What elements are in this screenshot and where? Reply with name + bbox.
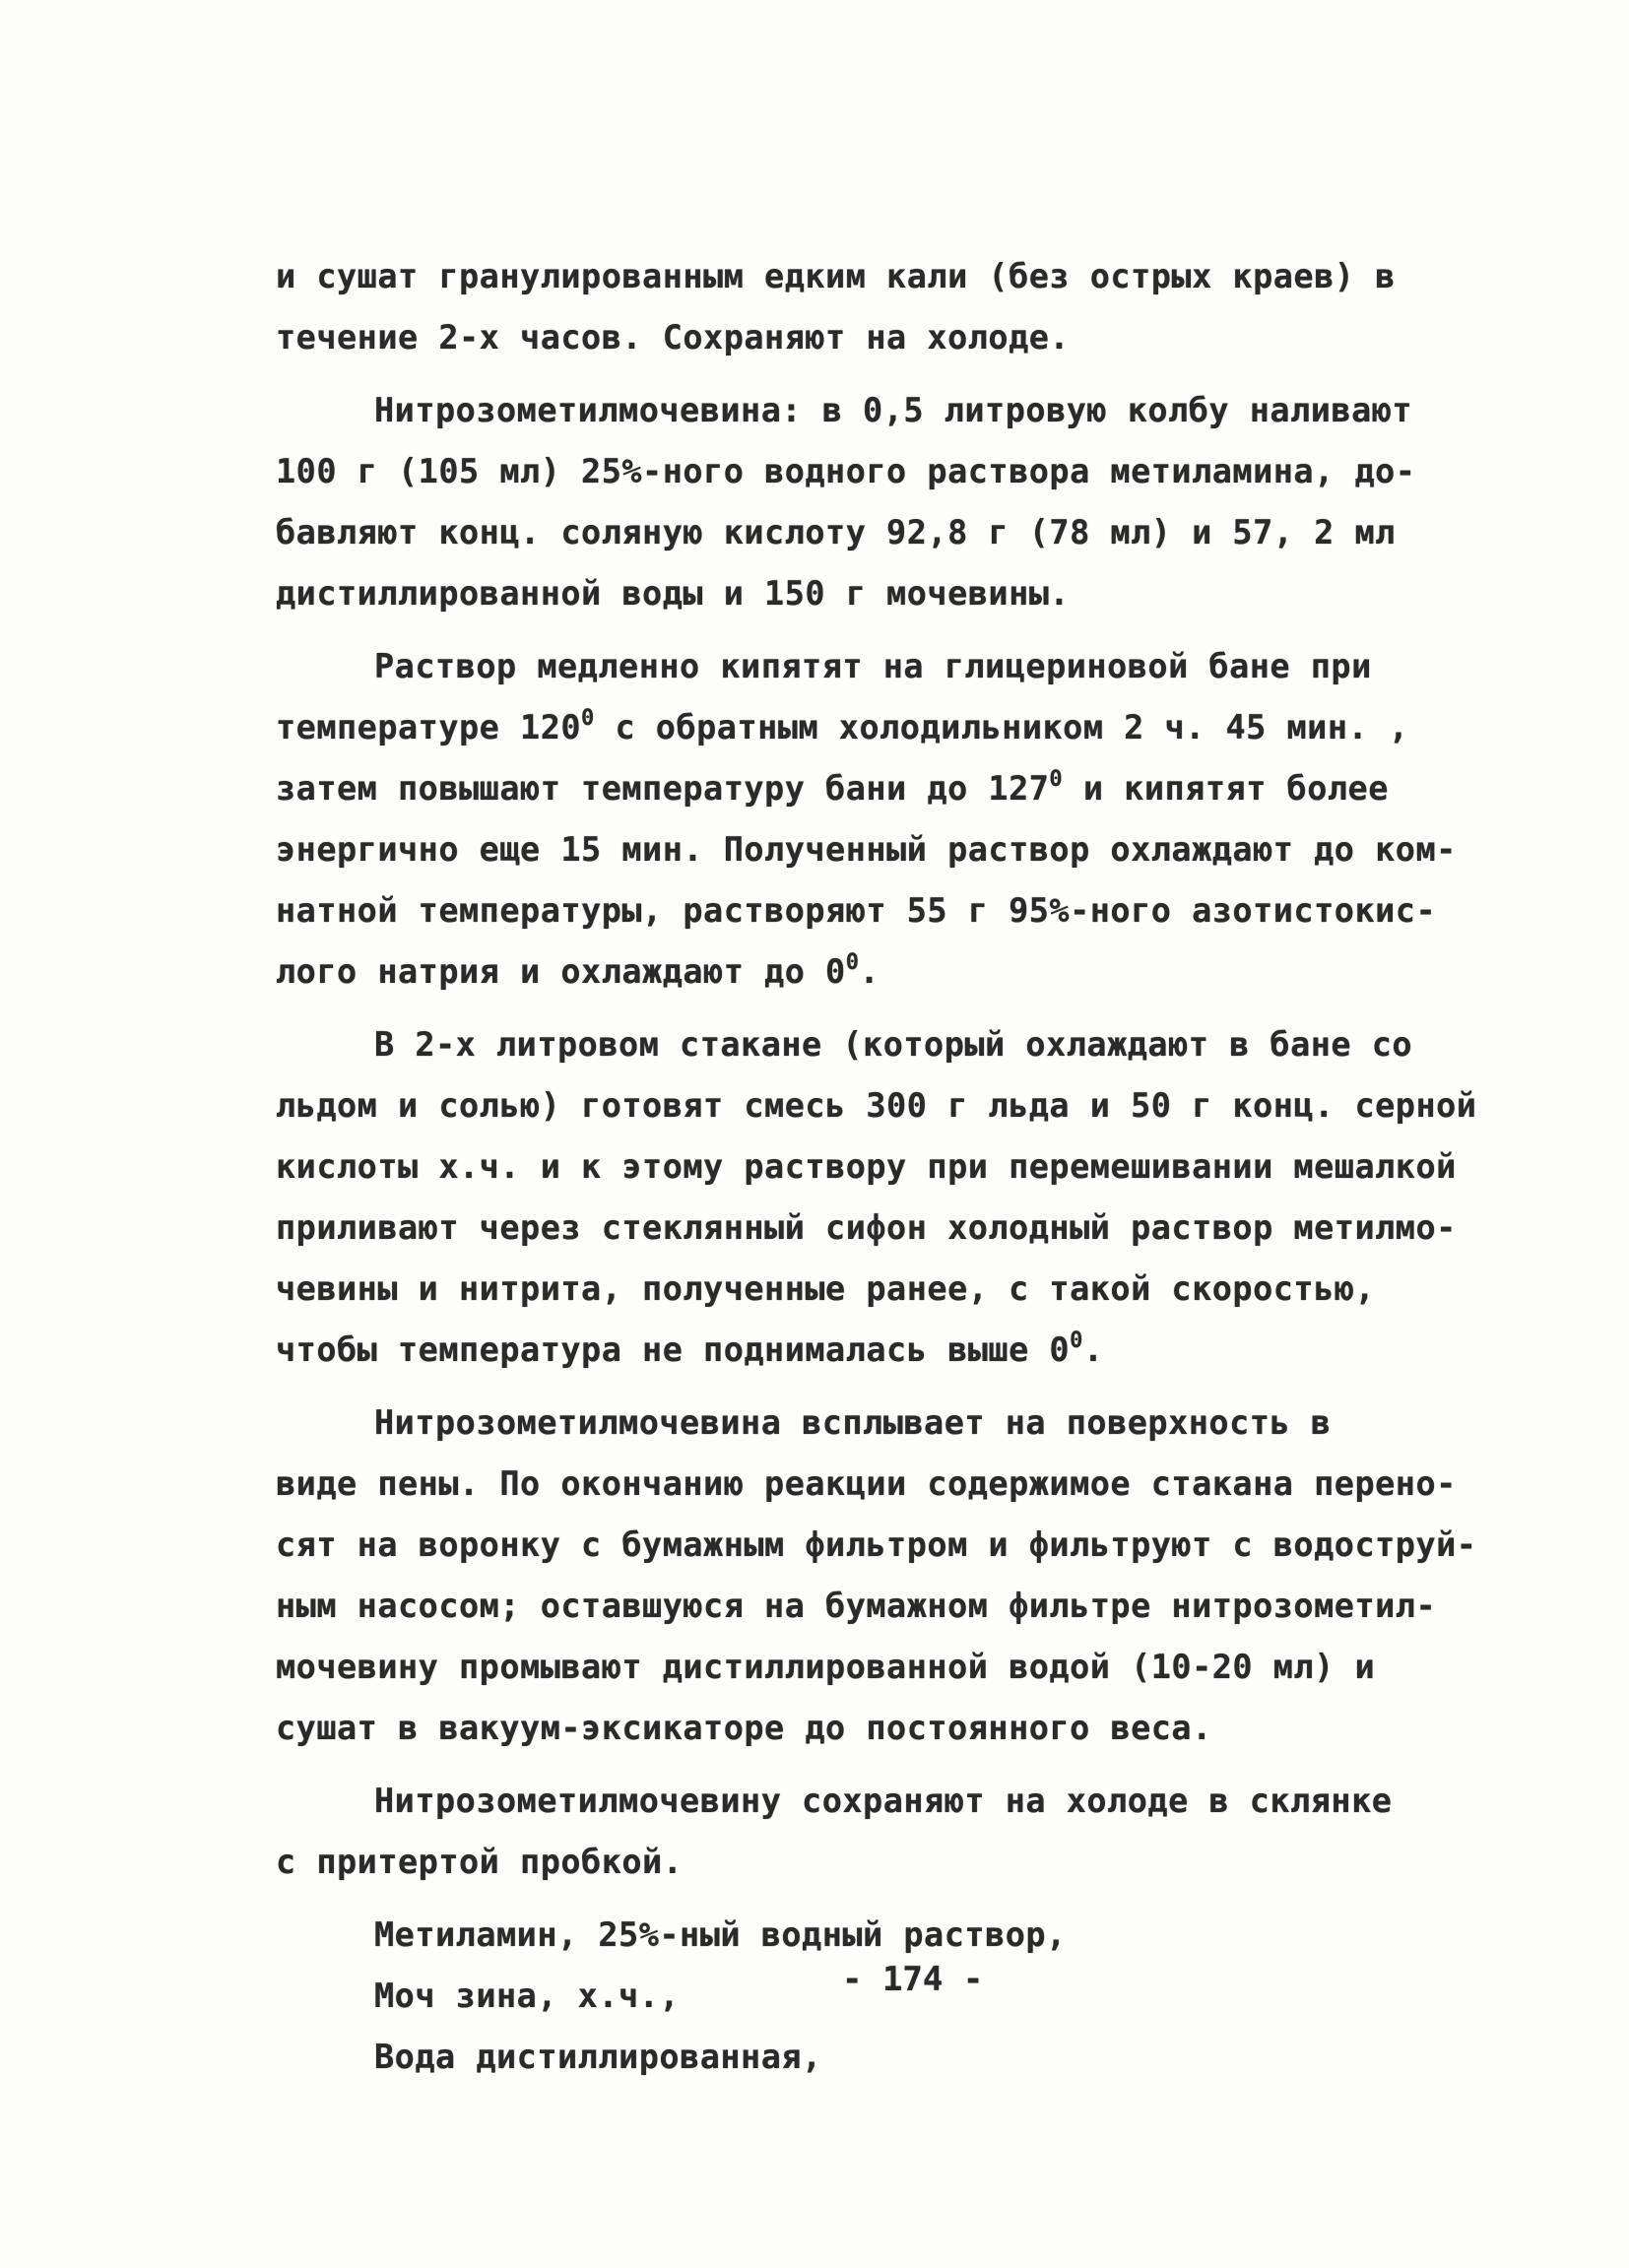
text-line: бавляют конц. соляную кислоту 92,8 г (78 мл) и 57, 2 мл: [276, 513, 1396, 551]
text-line: В 2-х литровом стакане (который охлаждают в бане со: [374, 1025, 1413, 1064]
text-line: мочевину промывают дистиллированной водой (10-20 мл) и: [276, 1648, 1376, 1686]
text-line: температуре $120^0$ с обратным холодильником 2 ч. 45 мин. ,: [276, 706, 1409, 746]
text-line: натной температуры, растворяют 55 г 95%-ного азотистокис-: [276, 891, 1437, 930]
reagent-item: Вода дистиллированная,: [374, 2038, 822, 2076]
body-text: [276, 246, 1477, 2088]
text-line: ным насосом; оставшуюся на бумажном фильтре нитрозометил-: [276, 1587, 1437, 1625]
text-line: кислоты х.ч. и к этому раствору при перемешивании мешалкой: [276, 1147, 1457, 1186]
text-line: сушат в вакуум-эксикаторе до постоянного веса.: [276, 1709, 1212, 1747]
reagent-item: Моч зина, х.ч.,: [374, 1976, 681, 2015]
text-line: дистиллированной воды и 150 г мочевины.: [276, 574, 1071, 613]
text-line: Нитрозометилмочевина: в 0,5 литровую колбу наливают: [374, 391, 1413, 429]
text-line: и сушат гранулированным едким кали (без острых краев) в: [276, 257, 1396, 295]
page-number: - 174 -: [842, 1960, 984, 1999]
text-line: чтобы температура не поднималась выше $0^0$.: [276, 1328, 1104, 1369]
text-line: Нитрозометилмочевина всплывает на поверхность в: [374, 1403, 1332, 1442]
text-line: чевины и нитрита, полученные ранее, с такой скоростью,: [276, 1269, 1376, 1308]
text-line: энергично еще 15 мин. Полученный раствор охлаждают до ком-: [276, 830, 1457, 869]
text-line: Нитрозометилмочевину сохраняют на холоде в склянке: [374, 1782, 1393, 1820]
text-line: сят на воронку с бумажным фильтром и фильтруют с водоструй-: [276, 1525, 1477, 1564]
text-line: лого натрия и охлаждают до $0^0$.: [276, 950, 880, 991]
text-line: течение 2-х часов. Сохраняют на холоде.: [276, 318, 1071, 356]
text-line: виде пены. По окончанию реакции содержимое стакана перено-: [276, 1464, 1457, 1503]
reagent-item: Метиламин, 25%-ный водный раствор,: [374, 1915, 1067, 1954]
text-line: 100 г (105 мл) 25%-ного водного раствора метиламина, до-: [276, 452, 1416, 490]
text-line: затем повышают температуру бани до $127^0$ и кипятят более: [276, 767, 1389, 808]
text-line: с притертой пробкой.: [276, 1843, 684, 1881]
text-line: льдом и солью) готовят смесь 300 г льда и 50 г конц. серной: [276, 1086, 1477, 1125]
text-line: Раствор медленно кипятят на глицериновой бане при: [374, 647, 1372, 685]
text-line: приливают через стеклянный сифон холодный раствор метилмо-: [276, 1208, 1457, 1247]
